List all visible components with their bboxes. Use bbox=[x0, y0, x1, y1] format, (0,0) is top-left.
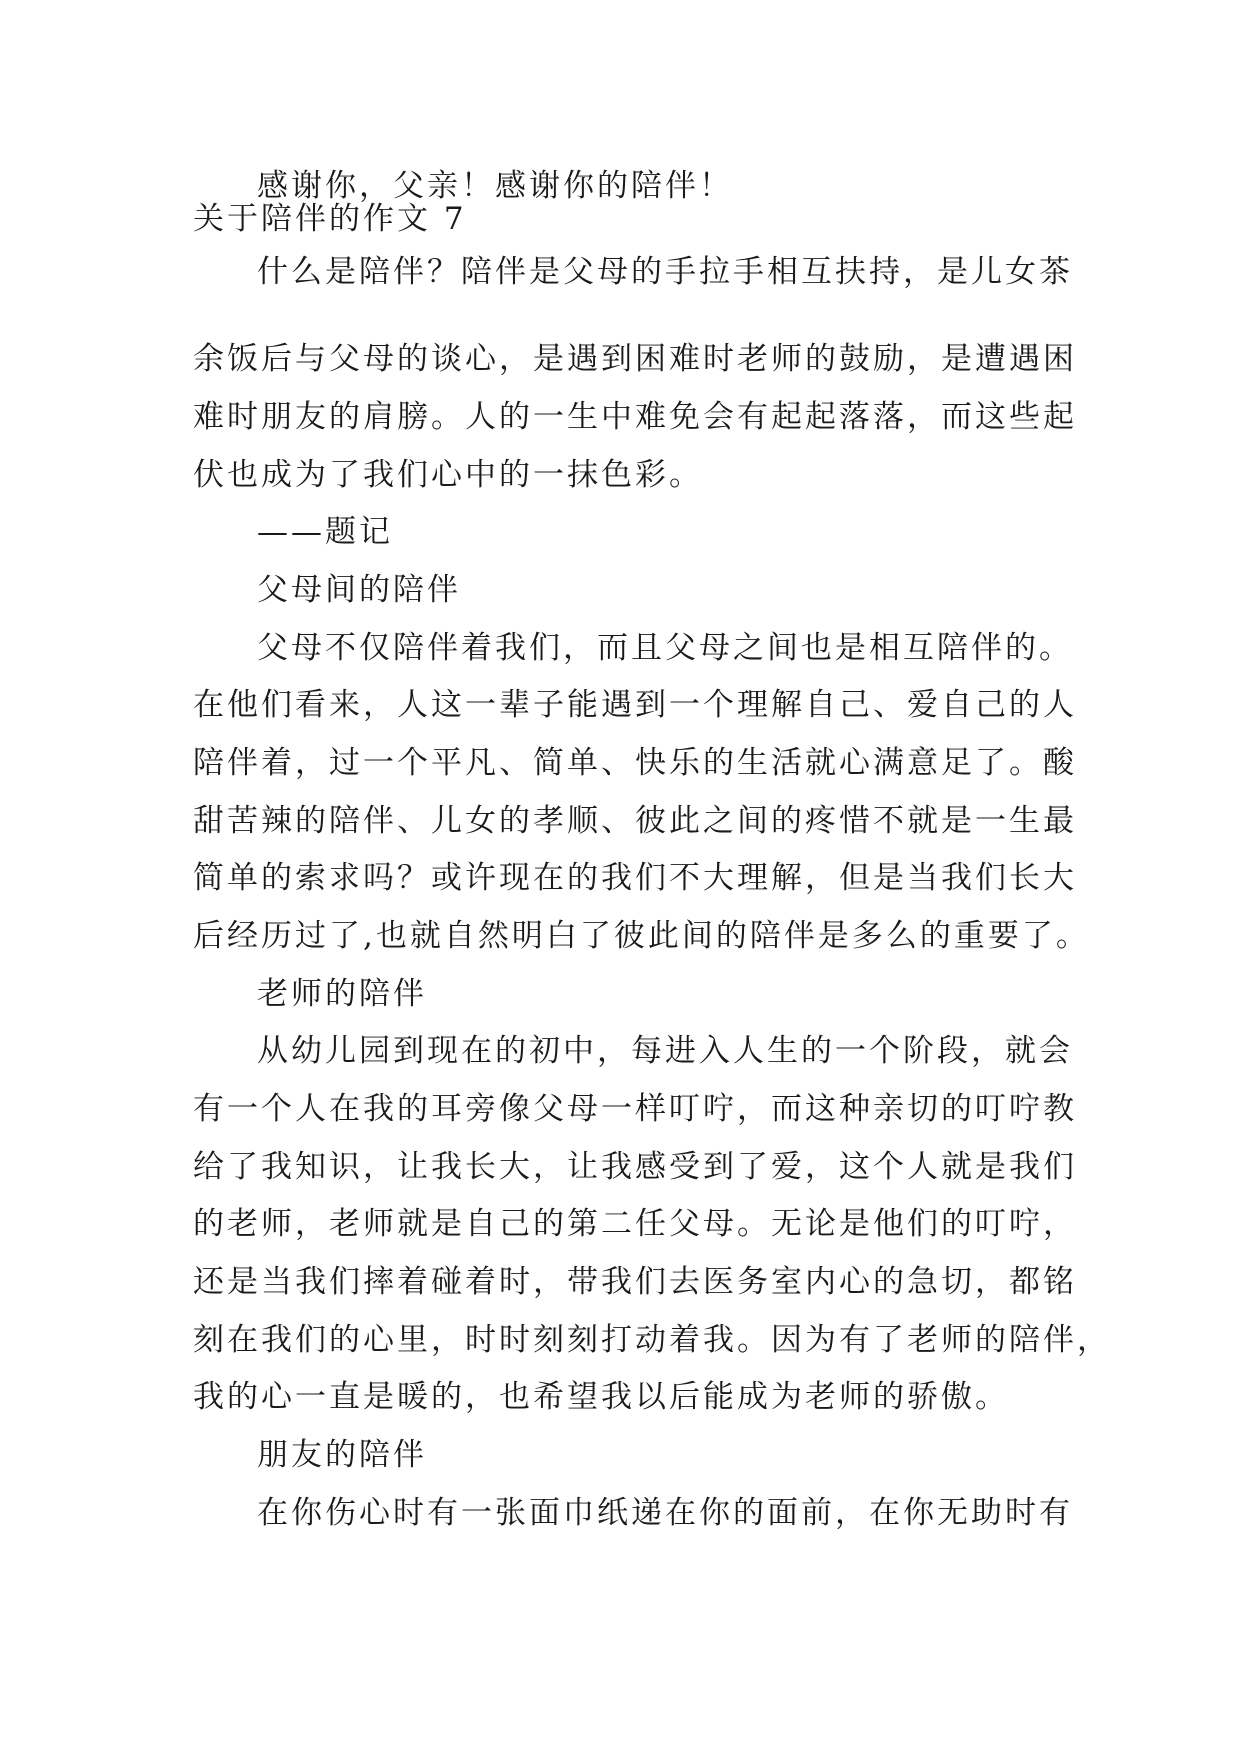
section-heading: 朋友的陪伴 bbox=[257, 1437, 427, 1473]
text-line: 父母不仅陪伴着我们，而且父母之间也是相互陪伴的。 bbox=[257, 630, 1073, 666]
text-line: 在你伤心时有一张面巾纸递在你的面前，在你无助时有 bbox=[257, 1495, 1073, 1531]
text-line: 的老师，老师就是自己的第二任父母。无论是他们的叮咛， bbox=[193, 1206, 1077, 1242]
text-line: 从幼儿园到现在的初中，每进入人生的一个阶段，就会 bbox=[257, 1033, 1073, 1069]
text-line: 在他们看来，人这一辈子能遇到一个理解自己、爱自己的人 bbox=[193, 687, 1077, 723]
text-line: 余饭后与父母的谈心，是遇到困难时老师的鼓励，是遭遇困 bbox=[193, 341, 1077, 377]
text-line: 我的心一直是暖的，也希望我以后能成为老师的骄傲。 bbox=[193, 1379, 1009, 1415]
text-line: 伏也成为了我们心中的一抹色彩。 bbox=[193, 457, 703, 493]
text-line: 还是当我们摔着碰着时，带我们去医务室内心的急切，都铭 bbox=[193, 1264, 1077, 1300]
text-line: 有一个人在我的耳旁像父母一样叮咛，而这种亲切的叮咛教 bbox=[193, 1091, 1077, 1127]
text-line: 给了我知识，让我长大，让我感受到了爱，这个人就是我们 bbox=[193, 1149, 1077, 1185]
text-line: 后经历过了,也就自然明白了彼此间的陪伴是多么的重要了。 bbox=[193, 918, 1090, 954]
text-line: 难时朋友的肩膀。人的一生中难免会有起起落落，而这些起 bbox=[193, 399, 1077, 435]
text-line: 甜苦辣的陪伴、儿女的孝顺、彼此之间的疼惜不就是一生最 bbox=[193, 803, 1077, 839]
section-heading: 父母间的陪伴 bbox=[257, 572, 461, 608]
section-heading: 老师的陪伴 bbox=[257, 976, 427, 1012]
text-line: 简单的索求吗？或许现在的我们不大理解，但是当我们长大 bbox=[193, 860, 1077, 896]
text-line: 陪伴着，过一个平凡、简单、快乐的生活就心满意足了。酸 bbox=[193, 745, 1077, 781]
text-line: 什么是陪伴？陪伴是父母的手拉手相互扶持，是儿女茶 bbox=[257, 254, 1073, 290]
essay-title: 关于陪伴的作文 7 bbox=[193, 201, 467, 237]
epigraph-note: ——题记 bbox=[257, 514, 393, 550]
text-line: 刻在我们的心里，时时刻刻打动着我。因为有了老师的陪伴， bbox=[193, 1322, 1111, 1358]
text-line: 感谢你，父亲！感谢你的陪伴！ bbox=[257, 168, 733, 204]
